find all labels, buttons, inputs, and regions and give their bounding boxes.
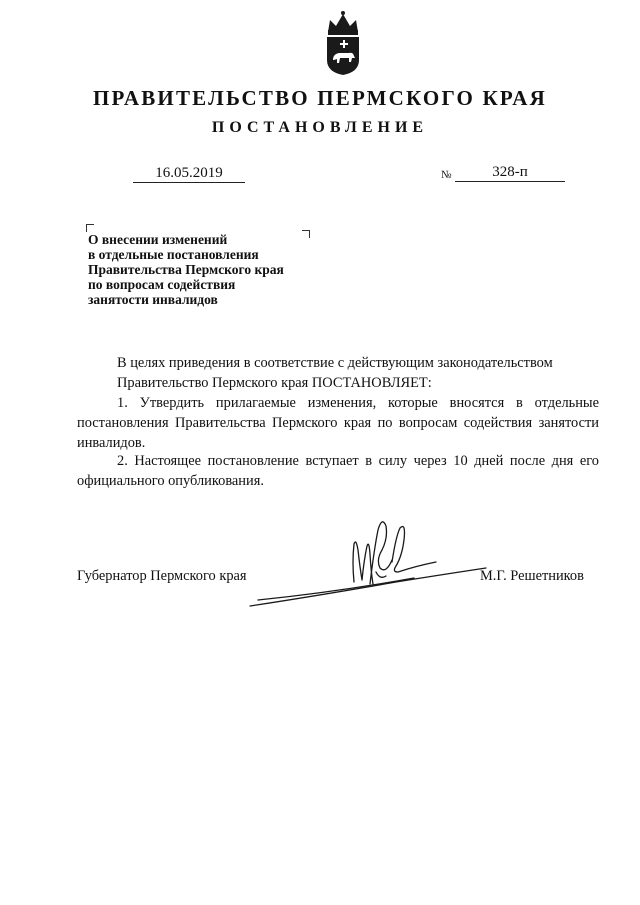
perm-krai-coat-of-arms-icon <box>322 10 364 76</box>
signatory-title: Губернатор Пермского края <box>77 568 247 584</box>
subject-line: по вопросам содействия <box>88 277 236 292</box>
document-type: ПОСТАНОВЛЕНИЕ <box>211 119 429 136</box>
number-sign: № <box>441 169 452 181</box>
intro-line-1: В целях приведения в соответствие с действующим законодательством <box>117 355 553 371</box>
organization-title: ПРАВИТЕЛЬСТВО ПЕРМСКОГО КРАЯ <box>92 86 547 110</box>
subject-corner-left <box>86 224 94 232</box>
resolution-item-1: 1. Утвердить прилагаемые изменения, которые вносятся в отдельные постановления Правительства Пермского края по вопросам содействия занятости инвалидов. <box>77 395 599 451</box>
signatory-name: М.Г. Решетников <box>480 568 584 584</box>
subject-line: О внесении изменений <box>88 232 228 247</box>
intro-line-2: Правительство Пермского края ПОСТАНОВЛЯЕТ: <box>117 375 432 391</box>
subject-line: Правительства Пермского края <box>88 262 284 277</box>
subject-line: занятости инвалидов <box>88 292 218 307</box>
handwritten-signature-icon <box>246 510 491 612</box>
document-subject <box>88 232 328 307</box>
subject-line: в отдельные постановления <box>88 247 259 262</box>
document-date: 16.05.2019 <box>133 165 245 183</box>
resolution-item-2: 2. Настоящее постановление вступает в силу через 10 дней после дня его официального опубликования. <box>77 453 599 489</box>
document-number: 328-п <box>455 164 565 182</box>
